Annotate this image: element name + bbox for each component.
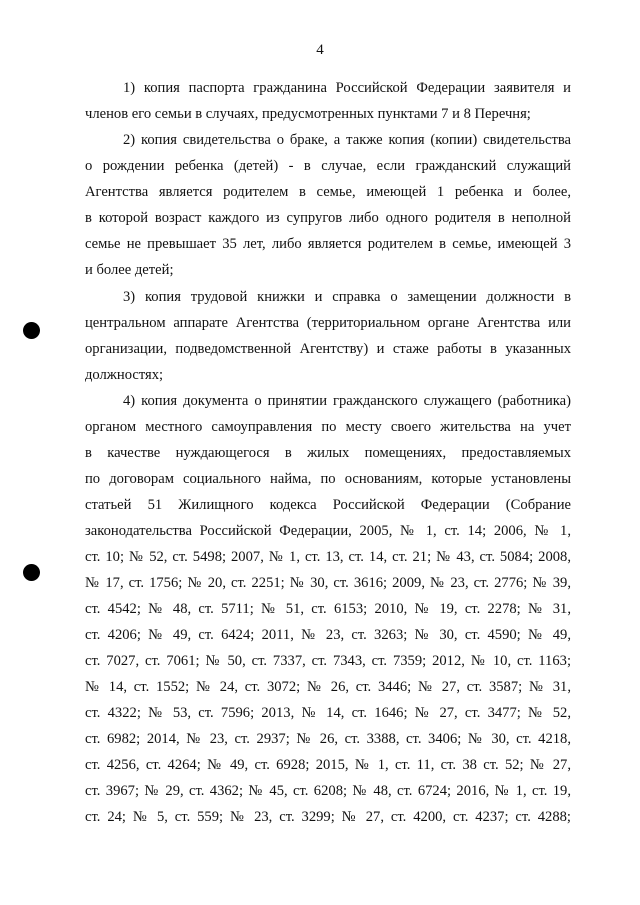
- paragraph-line: в которой возраст каждого из супругов либо одного родителя в неполной: [85, 210, 571, 226]
- paragraph-line: центральном аппарате Агентства (территориальном органе Агентства или: [85, 315, 571, 331]
- paragraph-line: Агентства является родителем в семье, имеющей 1 ребенка и более,: [85, 184, 571, 200]
- paragraph-line: членов его семьи в случаях, предусмотренных пунктами 7 и 8 Перечня;: [85, 106, 531, 122]
- paragraph-line: 3) копия трудовой книжки и справка о замещении должности в: [123, 289, 571, 305]
- paragraph-line: и более детей;: [85, 262, 174, 278]
- paragraph-line: 4) копия документа о принятии гражданского служащего (работника): [123, 393, 571, 409]
- paragraph-line: ст. 3967; № 29, ст. 4362; № 45, ст. 6208; № 48, ст. 6724; 2016, № 1, ст. 19,: [85, 783, 571, 799]
- paragraph-line: ст. 24; № 5, ст. 559; № 23, ст. 3299; № 27, ст. 4200, ст. 4237; ст. 4288;: [85, 809, 571, 825]
- paragraph-line: 2) копия свидетельства о браке, а также копия (копии) свидетельства: [123, 132, 571, 148]
- paragraph-line: организации, подведомственной Агентству) и стаже работы в указанных: [85, 341, 571, 357]
- paragraph-line: ст. 10; № 52, ст. 5498; 2007, № 1, ст. 13, ст. 14, ст. 21; № 43, ст. 5084; 2008,: [85, 549, 571, 565]
- paragraph-line: ст. 6982; 2014, № 23, ст. 2937; № 26, ст. 3388, ст. 3406; № 30, ст. 4218,: [85, 731, 571, 747]
- paragraph-line: ст. 4322; № 53, ст. 7596; 2013, № 14, ст. 1646; № 27, ст. 3477; № 52,: [85, 705, 571, 721]
- paragraph-line: законодательства Российской Федерации, 2005, № 1, ст. 14; 2006, № 1,: [85, 523, 571, 539]
- page-number: 4: [316, 42, 324, 58]
- paragraph-line: № 17, ст. 1756; № 20, ст. 2251; № 30, ст. 3616; 2009, № 23, ст. 2776; № 39,: [85, 575, 571, 591]
- paragraph-line: ст. 4542; № 48, ст. 5711; № 51, ст. 6153; 2010, № 19, ст. 2278; № 31,: [85, 601, 571, 617]
- paragraph-line: статьей 51 Жилищного кодекса Российской Федерации (Собрание: [85, 497, 571, 513]
- paragraph-line: ст. 4256, ст. 4264; № 49, ст. 6928; 2015, № 1, ст. 11, ст. 38 ст. 52; № 27,: [85, 757, 571, 773]
- paragraph-line: 1) копия паспорта гражданина Российской Федерации заявителя и: [123, 80, 571, 96]
- paragraph-line: ст. 4206; № 49, ст. 6424; 2011, № 23, ст. 3263; № 30, ст. 4590; № 49,: [85, 627, 571, 643]
- paragraph-line: семье не превышает 35 лет, либо является родителем в семье, имеющей 3: [85, 236, 571, 252]
- paragraph-line: по договорам социального найма, по основаниям, которые установлены: [85, 471, 571, 487]
- paragraph-line: в качестве нуждающегося в жилых помещениях, предоставляемых: [85, 445, 571, 461]
- paragraph-line: ст. 7027, ст. 7061; № 50, ст. 7337, ст. 7343, ст. 7359; 2012, № 10, ст. 1163;: [85, 653, 571, 669]
- paragraph-line: № 14, ст. 1552; № 24, ст. 3072; № 26, ст. 3446; № 27, ст. 3587; № 31,: [85, 679, 571, 695]
- paragraph-line: должностях;: [85, 367, 164, 383]
- paragraph-line: о рождении ребенка (детей) - в случае, если гражданский служащий: [85, 158, 571, 174]
- punch-hole-mark: [23, 322, 40, 339]
- paragraph-line: органом местного самоуправления по месту своего жительства на учет: [85, 419, 571, 435]
- punch-hole-mark: [23, 564, 40, 581]
